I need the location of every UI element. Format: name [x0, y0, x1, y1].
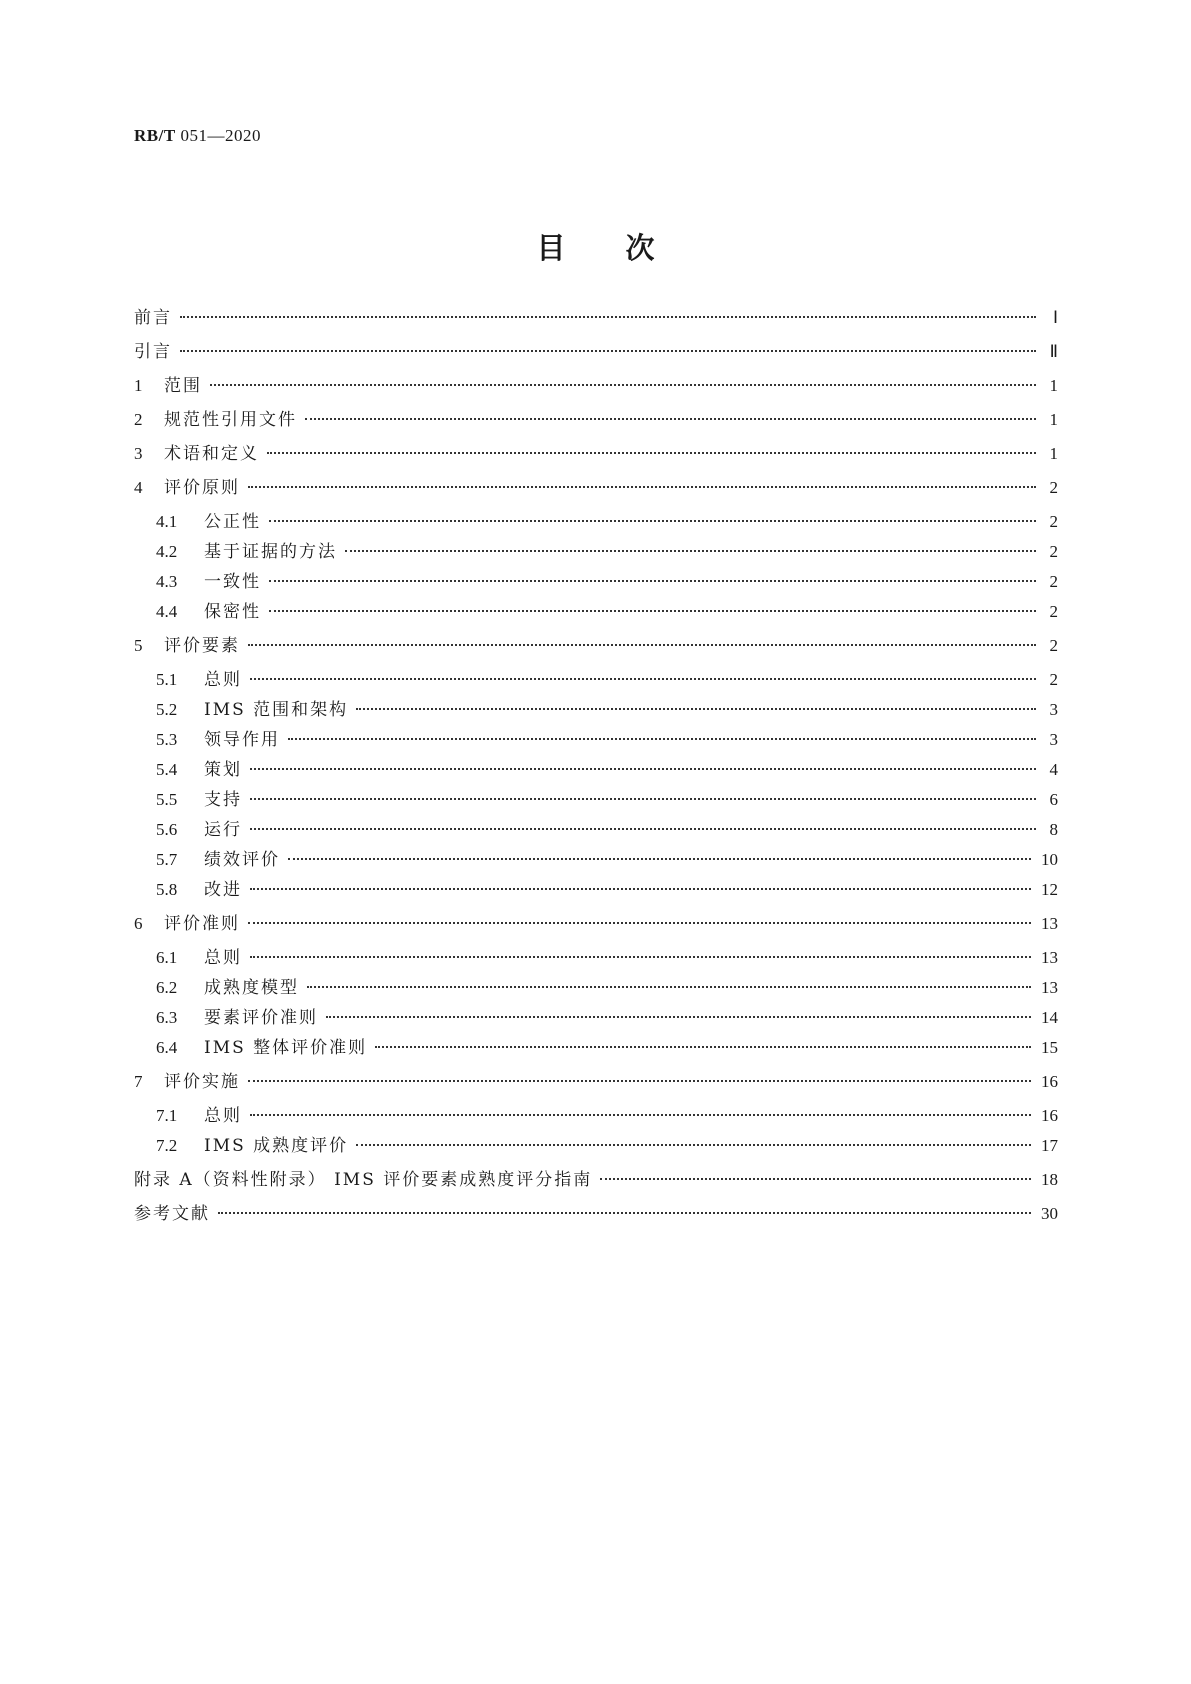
toc-page: 2 — [1049, 478, 1058, 497]
toc-number: 4.4 — [156, 602, 178, 621]
toc-number: 4 — [134, 478, 143, 497]
page-title: 目次 — [536, 231, 715, 265]
dot-leader — [356, 707, 1036, 710]
toc-page: 10 — [1041, 850, 1058, 869]
toc-entry-6-1[interactable] — [156, 946, 1058, 970]
dot-leader — [250, 1113, 1031, 1116]
toc-entry-3[interactable] — [134, 442, 1058, 466]
dot-leader — [248, 485, 1036, 488]
toc-page: 3 — [1049, 700, 1058, 719]
toc-number: 6.3 — [156, 1008, 178, 1027]
dot-leader — [250, 677, 1036, 680]
toc-page: 30 — [1041, 1204, 1058, 1223]
toc-number: 6.2 — [156, 978, 178, 997]
dot-leader — [375, 1045, 1031, 1048]
dot-leader — [269, 519, 1036, 522]
toc-page: 2 — [1049, 512, 1058, 531]
dot-leader — [288, 737, 1036, 740]
toc-label: 规范性引用文件 — [164, 410, 297, 430]
toc-page: 13 — [1041, 978, 1058, 997]
toc-page: 8 — [1049, 820, 1058, 839]
toc-entry-5-3[interactable] — [156, 728, 1058, 752]
toc-number: 5.3 — [156, 730, 178, 749]
toc-number: 5.7 — [156, 850, 178, 869]
dot-leader — [269, 609, 1036, 612]
toc-entry-appendix-a[interactable] — [134, 1168, 1058, 1192]
toc-entry-6-3[interactable] — [156, 1006, 1058, 1030]
dot-leader — [218, 1211, 1031, 1214]
toc-page: 18 — [1041, 1170, 1058, 1189]
toc-entry-5-8[interactable] — [156, 878, 1058, 902]
dot-leader — [250, 955, 1031, 958]
dot-leader — [326, 1015, 1031, 1018]
toc-page: 1 — [1049, 444, 1058, 463]
toc-page: 1 — [1049, 410, 1058, 429]
toc-page: 17 — [1041, 1136, 1058, 1155]
dot-leader — [600, 1177, 1031, 1180]
toc-entry-4-2[interactable] — [156, 540, 1058, 564]
toc-page: 6 — [1049, 790, 1058, 809]
toc-entry-4-4[interactable] — [156, 600, 1058, 624]
toc-number: 5.8 — [156, 880, 178, 899]
dot-leader — [248, 921, 1031, 924]
toc-label: 运行 — [204, 820, 242, 840]
standard-code-prefix: RB/T — [134, 126, 176, 145]
toc-entry-5-5[interactable] — [156, 788, 1058, 812]
toc-page: 2 — [1049, 602, 1058, 621]
standard-code — [134, 126, 261, 146]
toc-label: IMS 成熟度评价 — [204, 1136, 349, 1156]
dot-leader — [250, 887, 1031, 890]
dot-leader — [248, 643, 1036, 646]
toc-label: 术语和定义 — [164, 444, 259, 464]
toc-page: 2 — [1049, 542, 1058, 561]
toc-entry-4-1[interactable] — [156, 510, 1058, 534]
toc-number: 7 — [134, 1072, 143, 1091]
toc-page: 3 — [1049, 730, 1058, 749]
toc-label: 公正性 — [204, 512, 261, 532]
toc-number: 1 — [134, 376, 143, 395]
toc-number: 4.2 — [156, 542, 178, 561]
toc-entry-6-4[interactable] — [156, 1036, 1058, 1060]
toc-number: 5 — [134, 636, 143, 655]
toc-label: 要素评价准则 — [204, 1008, 318, 1028]
toc-page: 2 — [1049, 572, 1058, 591]
toc-number: 5.4 — [156, 760, 178, 779]
dot-leader — [267, 451, 1036, 454]
toc-number: 6.4 — [156, 1038, 178, 1057]
standard-code-number: 051—2020 — [180, 126, 261, 145]
dot-leader — [345, 549, 1036, 552]
toc-entry-7[interactable] — [134, 1070, 1058, 1094]
toc-label: IMS 整体评价准则 — [204, 1038, 368, 1058]
toc-label: 一致性 — [204, 572, 261, 592]
toc-label: 总则 — [204, 1106, 242, 1126]
toc-label: 引言 — [134, 342, 172, 362]
toc-entry-4-3[interactable] — [156, 570, 1058, 594]
toc-number: 5.2 — [156, 700, 178, 719]
toc-page: 14 — [1041, 1008, 1058, 1027]
toc-label: 总则 — [204, 948, 242, 968]
toc-entry-2[interactable] — [134, 408, 1058, 432]
toc-number: 5.1 — [156, 670, 178, 689]
toc-entry-5-7[interactable] — [156, 848, 1058, 872]
toc-page: 16 — [1041, 1106, 1058, 1125]
toc-entry-5-2[interactable] — [156, 698, 1058, 722]
toc-page: Ⅱ — [1049, 342, 1058, 361]
toc-entry-6-2[interactable] — [156, 976, 1058, 1000]
toc-label: 保密性 — [204, 602, 261, 622]
toc-number: 7.1 — [156, 1106, 178, 1125]
toc-label: 评价要素 — [164, 636, 240, 656]
toc-page: Ⅰ — [1052, 308, 1058, 327]
toc-page: 13 — [1041, 914, 1058, 933]
toc-number: 3 — [134, 444, 143, 463]
toc-entry-references[interactable] — [134, 1202, 1058, 1226]
toc-entry-4[interactable] — [134, 476, 1058, 500]
toc-entry-1[interactable] — [134, 374, 1058, 398]
dot-leader — [248, 1079, 1031, 1082]
toc-number: 5.5 — [156, 790, 178, 809]
toc-label: IMS 范围和架构 — [204, 700, 349, 720]
toc-page: 15 — [1041, 1038, 1058, 1057]
dot-leader — [250, 827, 1036, 830]
toc-page: 4 — [1049, 760, 1058, 779]
toc-label: 绩效评价 — [204, 850, 280, 870]
toc-label: 前言 — [134, 308, 172, 328]
toc-page: 12 — [1041, 880, 1058, 899]
toc-label: 成熟度模型 — [204, 978, 299, 998]
dot-leader — [180, 349, 1036, 352]
dot-leader — [180, 315, 1036, 318]
toc-label: 策划 — [204, 760, 242, 780]
toc-label: 领导作用 — [204, 730, 280, 750]
toc-label: 范围 — [164, 376, 202, 396]
toc-number: 5.6 — [156, 820, 178, 839]
dot-leader — [288, 857, 1031, 860]
toc-label: 评价实施 — [164, 1072, 240, 1092]
toc-label: 基于证据的方法 — [204, 542, 337, 562]
dot-leader — [307, 985, 1031, 988]
toc-label: 评价原则 — [164, 478, 240, 498]
toc-label: 附录 A（资料性附录） IMS 评价要素成熟度评分指南 — [134, 1170, 593, 1190]
toc-entry-5-6[interactable] — [156, 818, 1058, 842]
toc-label: 改进 — [204, 880, 242, 900]
toc-page: 1 — [1049, 376, 1058, 395]
toc-entry-foreword[interactable] — [134, 306, 1058, 330]
dot-leader — [269, 579, 1036, 582]
toc-number: 4.3 — [156, 572, 178, 591]
toc-page: 13 — [1041, 948, 1058, 967]
toc-number: 6 — [134, 914, 143, 933]
toc-label: 总则 — [204, 670, 242, 690]
toc-label: 评价准则 — [164, 914, 240, 934]
toc-number: 7.2 — [156, 1136, 178, 1155]
toc-entry-5[interactable] — [134, 634, 1058, 658]
toc-entry-introduction[interactable] — [134, 340, 1058, 364]
toc-page: 2 — [1049, 636, 1058, 655]
toc-label: 支持 — [204, 790, 242, 810]
toc-entry-5-1[interactable] — [156, 668, 1058, 692]
dot-leader — [250, 797, 1036, 800]
dot-leader — [305, 417, 1036, 420]
toc-page: 16 — [1041, 1072, 1058, 1091]
toc-entry-7-1[interactable] — [156, 1104, 1058, 1128]
toc-entry-7-2[interactable] — [156, 1134, 1058, 1158]
toc-number: 2 — [134, 410, 143, 429]
dot-leader — [356, 1143, 1031, 1146]
toc-entry-6[interactable] — [134, 912, 1058, 936]
toc-entry-5-4[interactable] — [156, 758, 1058, 782]
toc-number: 6.1 — [156, 948, 178, 967]
toc-page: 2 — [1049, 670, 1058, 689]
dot-leader — [210, 383, 1036, 386]
dot-leader — [250, 767, 1036, 770]
toc-label: 参考文献 — [134, 1204, 210, 1224]
toc-number: 4.1 — [156, 512, 178, 531]
